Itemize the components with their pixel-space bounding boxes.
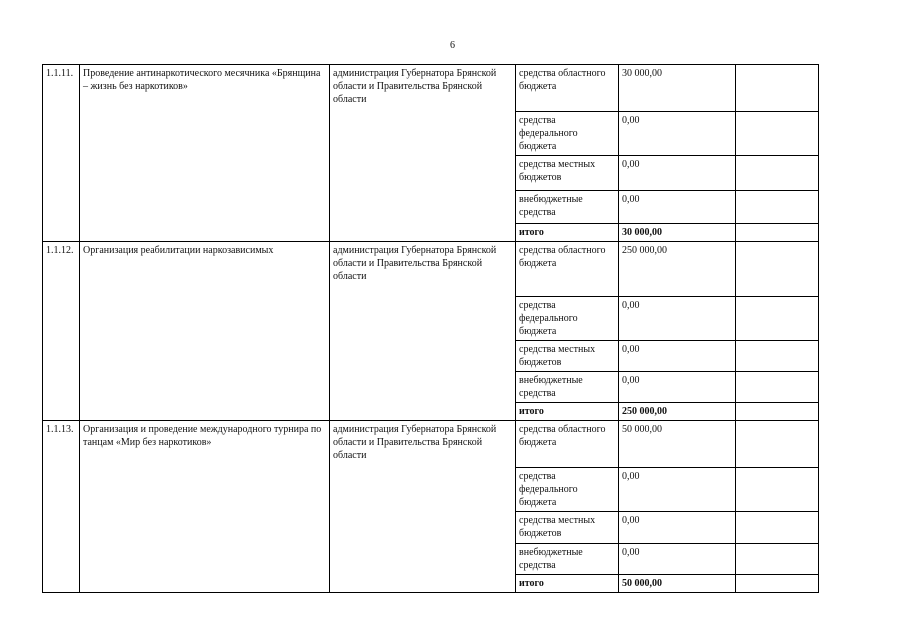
table-row — [43, 65, 819, 112]
source-label: внебюджетные средства — [516, 191, 619, 224]
source-label: средства местных бюджетов — [516, 156, 619, 191]
source-value: 0,00 — [619, 297, 736, 341]
item-name: Проведение антинаркотического месячника «Брянщина – жизнь без наркотиков» — [80, 65, 330, 242]
total-label: итого — [516, 224, 619, 242]
page-number: 6 — [450, 40, 455, 51]
empty-cell — [736, 112, 819, 156]
total-value: 250 000,00 — [619, 403, 736, 421]
source-value: 0,00 — [619, 512, 736, 544]
table-row — [43, 242, 819, 297]
total-value: 30 000,00 — [619, 224, 736, 242]
source-value: 0,00 — [619, 468, 736, 512]
source-label: средства федерального бюджета — [516, 468, 619, 512]
source-value: 0,00 — [619, 341, 736, 372]
source-value: 0,00 — [619, 156, 736, 191]
source-value: 0,00 — [619, 191, 736, 224]
source-label: средства областного бюджета — [516, 421, 619, 468]
empty-cell — [736, 224, 819, 242]
budget-table — [42, 64, 819, 593]
item-number: 1.1.12. — [43, 242, 80, 421]
total-value: 50 000,00 — [619, 575, 736, 593]
empty-cell — [736, 156, 819, 191]
total-label: итого — [516, 403, 619, 421]
source-label: средства областного бюджета — [516, 242, 619, 297]
item-executor: администрация Губернатора Брянской области и Правительства Брянской области — [330, 65, 516, 242]
source-value: 50 000,00 — [619, 421, 736, 468]
empty-cell — [736, 297, 819, 341]
item-executor: администрация Губернатора Брянской области и Правительства Брянской области — [330, 421, 516, 593]
source-value: 0,00 — [619, 112, 736, 156]
item-name: Организация реабилитации наркозависимых — [80, 242, 330, 421]
total-label: итого — [516, 575, 619, 593]
source-label: средства местных бюджетов — [516, 512, 619, 544]
empty-cell — [736, 468, 819, 512]
empty-cell — [736, 512, 819, 544]
item-executor: администрация Губернатора Брянской области и Правительства Брянской области — [330, 242, 516, 421]
empty-cell — [736, 242, 819, 297]
empty-cell — [736, 575, 819, 593]
source-label: средства местных бюджетов — [516, 341, 619, 372]
empty-cell — [736, 544, 819, 575]
item-number: 1.1.13. — [43, 421, 80, 593]
source-value: 0,00 — [619, 544, 736, 575]
source-value: 0,00 — [619, 372, 736, 403]
source-label: средства федерального бюджета — [516, 112, 619, 156]
empty-cell — [736, 65, 819, 112]
source-label: внебюджетные средства — [516, 372, 619, 403]
source-label: средства федерального бюджета — [516, 297, 619, 341]
empty-cell — [736, 372, 819, 403]
empty-cell — [736, 191, 819, 224]
item-name: Организация и проведение международного турнира по танцам «Мир без наркотиков» — [80, 421, 330, 593]
empty-cell — [736, 403, 819, 421]
source-label: средства областного бюджета — [516, 65, 619, 112]
source-label: внебюджетные средства — [516, 544, 619, 575]
empty-cell — [736, 421, 819, 468]
source-value: 250 000,00 — [619, 242, 736, 297]
empty-cell — [736, 341, 819, 372]
table-row — [43, 421, 819, 468]
source-value: 30 000,00 — [619, 65, 736, 112]
item-number: 1.1.11. — [43, 65, 80, 242]
